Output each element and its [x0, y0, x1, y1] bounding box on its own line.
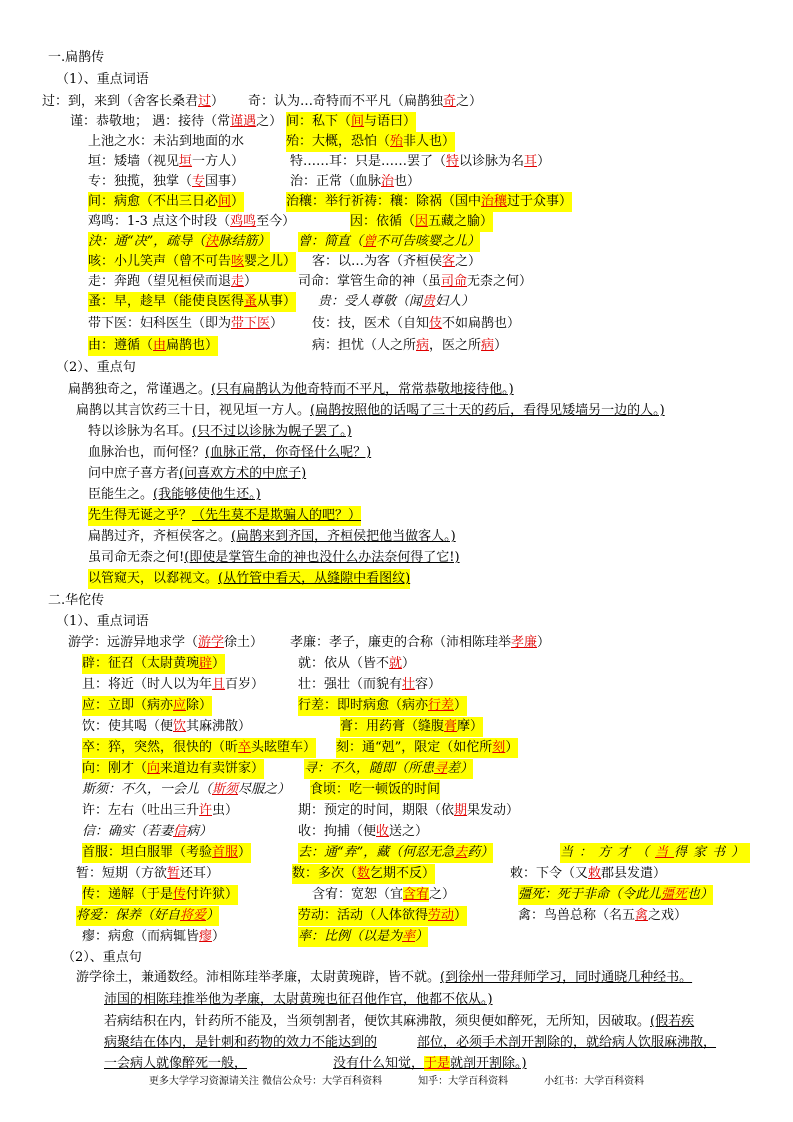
word-xingcha: 行差：即时病愈（病亦行差） — [298, 696, 467, 716]
word-you: 由：遵循（由扁鹊也） — [88, 336, 218, 356]
word-yin2: 饮：使其喝（便饮其麻沸散） — [82, 719, 252, 734]
word-shoufu: 首服：坦白服罪（考验首服） — [82, 843, 251, 863]
sentence-3: 特以诊脉为名耳。(只不过以诊脉为幌子罢了。) — [88, 424, 352, 439]
word-sixu: 斯须：不久，一会儿（斯须尽服之） — [82, 782, 291, 797]
word-zan: 暂：短期（方欲暂还耳） — [76, 866, 220, 881]
word-jin: 谨：恭敬地； 遇：接待（常谨遇之） — [70, 114, 283, 129]
word-xiang: 向：刚才（向来道边有卖饼家） — [82, 759, 264, 779]
word-jiu: 就：依从（皆不就） — [298, 656, 416, 671]
word-zeng: 曾：简直（曾不可告咳婴之儿） — [298, 232, 480, 252]
footer-wechat: 更多大学学习资源请关注 微信公众号：大学百科资料 — [148, 1076, 383, 1087]
footer-zhihu: 知乎：大学百科资料 — [418, 1076, 509, 1087]
word-ying: 应：立即（病亦应除） — [82, 696, 212, 716]
word-zhirang: 治穰：举行祈祷：穰：除祸（国中治穰过于众事） — [286, 192, 572, 212]
word-ji: 伎：技，医术（自知伎不如扁鹊也） — [312, 316, 521, 331]
word-chi: 敕：下令（又敕郡县发遣） — [510, 866, 667, 881]
sentence-9: 虽司命无柰之何!(即使是掌管生命的神也没什么办法奈何得了它!) — [88, 550, 460, 565]
word-xiaolian: 孝廉：孝子，廉吏的合称（沛相陈珪举孝廉） — [290, 635, 551, 650]
footer — [0, 1075, 793, 1089]
word-yuan: 垣：矮墙（视见垣一方人） — [88, 154, 245, 169]
section-title-huatuo: 二.华佗传 — [48, 593, 105, 608]
word-gao: 膏：用药膏（缝腹膏摩） — [340, 717, 483, 737]
word-shiqing: 食顷：吃一顿饭的时间 — [310, 780, 440, 800]
word-qi: 奇：认为…奇特而不平凡（扁鹊独奇之） — [248, 94, 483, 109]
sentence-7: 先生得无诞之乎？（先生莫不是欺骗人的吧？） — [88, 506, 361, 526]
word-te: 特……耳：只是……罢了（特以诊脉为名耳） — [290, 154, 551, 169]
word-dang: 当：方才（当得家书） — [560, 843, 750, 863]
word-guo: 过：到，来到（舍客长桑君过） — [42, 94, 225, 109]
sentence-10: 以管窥天，以郄视文。(从竹管中看天，从缝隙中看图纹) — [88, 569, 410, 589]
word-chuan: 传：递解（于是传付许狱） — [82, 885, 238, 905]
word-bing: 病：担忧（人之所病，医之所病） — [312, 338, 508, 353]
word-qu: 去：通“弆”，藏（何忍无急去药） — [298, 843, 493, 863]
word-jian: 间：私下（间与语曰） — [286, 112, 416, 132]
word-hanyou: 含宥：宽恕（宜含宥之） — [312, 887, 456, 902]
word-xu: 许：左右（吐出三升许虫） — [82, 803, 239, 818]
sentence-2-2a: 若病结积在内，针药所不能及，当须刳割者，便饮其麻沸散，须臾便如醉死，无所知，因破取。(假若疾 — [104, 1014, 695, 1029]
sentence-8: 扁鹊过齐，齐桓侯客之。(扁鹊来到齐国，齐桓侯把他当做客人。) — [88, 529, 456, 544]
word-bi: 辟：征召（太尉黄琬辟） — [82, 654, 225, 674]
sentence-4: 血脉治也，而何怪？(血脉正常，你奇怪什么呢？) — [88, 445, 372, 460]
sentence-2: 扁鹊以其言饮药三十日，视见垣一方人。(扁鹊按照他的话喝了三十天的药后，看得见矮墙另一边的人。) — [76, 403, 665, 418]
sentence-2-1a: 游学徐土，兼通数经。沛相陈珪举孝廉，太尉黄琬辟，皆不就。(到徐州一带拜师学习，同时通晓几种经书。 — [76, 970, 693, 985]
sentence-2-2b: 病聚结在体内，是针刺和药物的效力不能达到的 部位，必须手术剖开割除的，就给病人饮服麻沸散， — [104, 1035, 717, 1050]
words-heading: （1）、重点词语 — [56, 72, 149, 87]
sentence-6: 臣能生之。(我能够使他生还。) — [88, 487, 261, 502]
word-yin: 因：依循（因五藏之腧） — [350, 212, 493, 232]
word-zao: 蚤：早，趁早（能使良医得蚤从事） — [88, 292, 296, 312]
word-daixia: 带下医：妇科医生（即为带下医） — [88, 316, 284, 331]
word-qin: 禽：鸟兽总称（名五禽之戏） — [518, 908, 688, 923]
word-jiangsi: 彊死：死于非命（令此儿彊死也） — [518, 885, 713, 905]
words-heading-2: （1）、重点词语 — [56, 614, 149, 629]
word-shu: 数：多次（数乞期不反） — [292, 864, 435, 884]
sentence-1: 扁鹊独奇之，常谨遇之。(只有扁鹊认为他奇特而不平凡，常常恭敬地接待他。) — [68, 382, 514, 397]
word-shou: 收：拘捕（便收送之） — [298, 824, 429, 839]
word-laodong: 劳动：活动（人体欲得劳动） — [298, 906, 467, 926]
sentences-heading-2: （2）、重点句 — [62, 950, 142, 965]
sentence-2-2c: 一会病人就像醉死一般， 没有什么知觉，于是就剖开割除。) — [104, 1056, 527, 1071]
word-hai: 咳：小儿笑声（曾不可告咳婴之儿） — [88, 252, 296, 272]
word-shangchi: 上池之水：未沾到地面的水 — [88, 134, 245, 149]
sentence-5: 问中庶子喜方者(问喜欢方术的中庶子) — [88, 466, 307, 481]
word-xin: 信：确实（若妻信病） — [82, 824, 213, 839]
word-qie: 且：将近（时人以为年且百岁） — [82, 677, 265, 692]
word-chou: 瘳：病愈（而病辄皆瘳） — [82, 929, 226, 944]
word-lv: 率：比例（以是为率） — [298, 927, 428, 947]
word-gui: 贵：受人尊敬（闻贵妇人） — [318, 294, 475, 309]
word-jiangai: 将爱：保养（好自将爱） — [76, 906, 219, 926]
sentence-2-1b: 沛国的相陈珪推举他为孝廉，太尉黄琬也征召他作官，他都不依从。) — [104, 992, 493, 1007]
word-ke2: 刻：通“剋”，限定（如佗所刻） — [336, 738, 518, 758]
word-zhi: 治：正常（血脉治也） — [290, 174, 421, 189]
word-cu: 卒：猝，突然，很快的（昕卒头眩堕车） — [82, 738, 316, 758]
word-zhuan: 专：独揽，独掌（专国事） — [88, 174, 245, 189]
word-jiming: 鸡鸣：1-3 点这个时段（鸡鸣至今） — [88, 214, 296, 229]
word-xun: 寻：不久，随即（所患寻差） — [304, 759, 473, 779]
word-zhuang: 壮：强壮（而貌有壮容） — [298, 677, 442, 692]
word-jian2: 间：病愈（不出三日必间） — [88, 192, 244, 212]
word-zou: 走：奔跑（望见桓侯而退走） — [88, 274, 258, 289]
sentences-heading: （2）、重点句 — [56, 360, 136, 375]
word-siming: 司命：掌管生命的神（虽司命无柰之何） — [298, 274, 533, 289]
word-ke: 客：以…为客（齐桓侯客之） — [312, 254, 482, 269]
word-qi2: 期：预定的时间，期限（依期果发动） — [298, 803, 520, 818]
word-dai: 殆：大概，恐怕（殆非人也） — [286, 132, 455, 152]
word-jue: 決：通“决”，疏导（決脉结筋） — [88, 232, 270, 252]
footer-xiaohongshu: 小红书：大学百科资料 — [544, 1076, 645, 1087]
section-title-bianque: 一.扁鹊传 — [48, 50, 105, 65]
word-youxue: 游学：远游异地求学（游学徐土） — [68, 635, 264, 650]
